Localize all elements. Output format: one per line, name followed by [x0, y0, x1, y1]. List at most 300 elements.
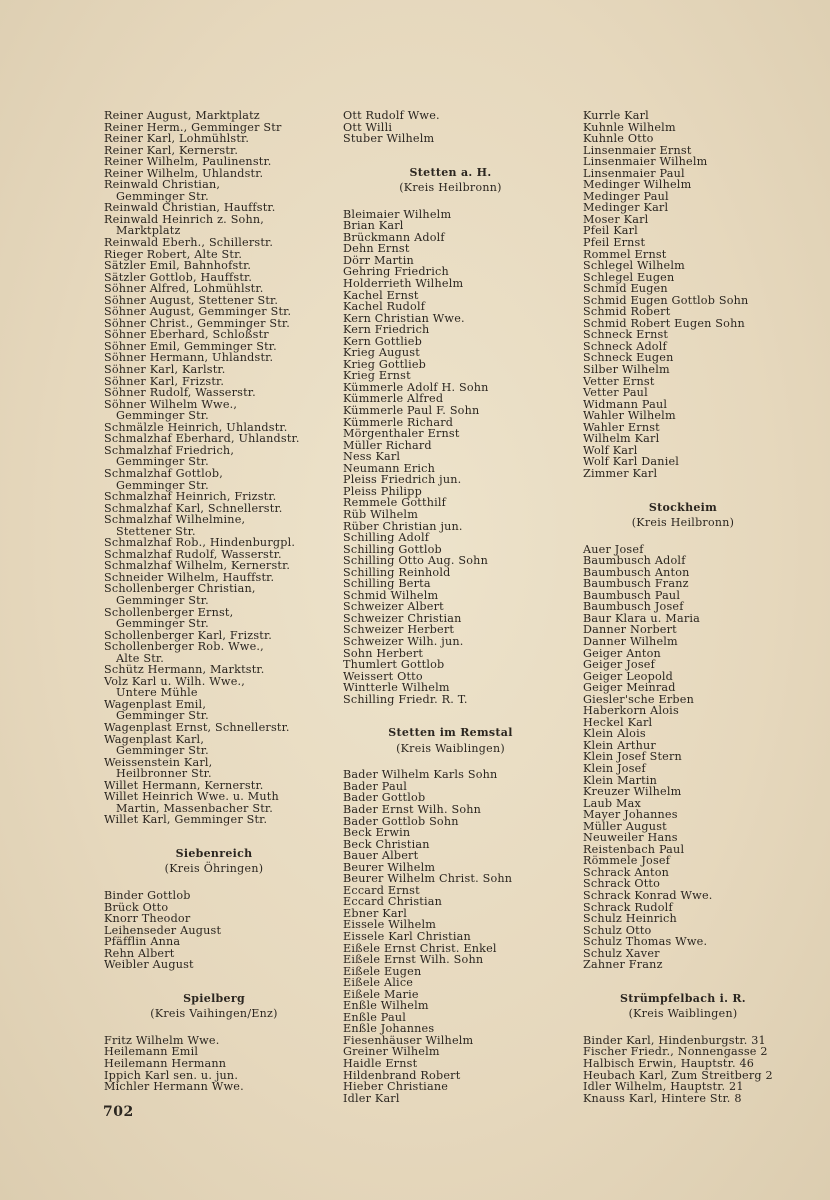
list-item — [343, 659, 558, 671]
entry-name: Eccard Christian — [343, 895, 443, 909]
list-item — [583, 387, 783, 399]
entry-name: Söhner Karl, Frizstr. — [104, 374, 225, 388]
list-item — [583, 156, 783, 168]
entry-name: Eccard Ernst — [343, 883, 420, 897]
entry-name: Schollenberger Karl, Frizstr. — [104, 628, 273, 642]
entry-name: Schmalzhaf Rudolf, Wasserstr. — [104, 547, 282, 561]
entry-name: Zahner Franz — [583, 958, 663, 972]
list-item — [104, 468, 324, 491]
entry-name: Pleiss Philipp — [343, 484, 422, 498]
entry-name: Söhner Christ., Gemminger Str. — [104, 316, 291, 330]
entry-name: Schrack Rudolf — [583, 900, 673, 914]
entry-name: Fischer Friedr., Nonnengasse 2 — [583, 1045, 768, 1059]
section-heading: Stetten im Remstal — [388, 726, 513, 740]
list-item — [104, 791, 324, 814]
entry-name: Klein Josef — [583, 761, 646, 775]
entry-name: Widmann Paul — [583, 397, 668, 411]
entry-name: Kachel Rudolf — [343, 300, 426, 314]
entry-name: Hildenbrand Robert — [343, 1068, 461, 1082]
entry-name: Eißele Marie — [343, 987, 419, 1001]
entry-name: Söhner Hermann, Uhlandstr. — [104, 351, 274, 365]
entry-name: Wolf Karl — [583, 443, 638, 457]
entry-name: Medinger Wilhelm — [583, 178, 692, 192]
entry-name: Enßle Johannes — [343, 1022, 435, 1036]
entries-section — [343, 769, 558, 1104]
entry-continuation: Gemminger Str. — [116, 744, 209, 758]
list-item — [104, 936, 324, 948]
list-item — [104, 156, 324, 168]
entry-name: Schrack Anton — [583, 865, 670, 879]
entry-name: Söhner Rudolf, Wasserstr. — [104, 386, 256, 400]
entry-name: Ott Rudolf Wwe. — [343, 109, 440, 122]
entry-name: Wahler Ernst — [583, 420, 660, 434]
entry-name: Willet Heinrich Wwe. u. Muth — [104, 790, 279, 804]
entry-name: Remmele Gotthilf — [343, 496, 447, 510]
list-item — [583, 890, 783, 902]
entry-name: Söhner Alfred, Lohmühlstr. — [104, 282, 264, 296]
entry-continuation: Gemminger Str. — [116, 409, 209, 423]
entry-name: Kreuzer Wilhelm — [583, 785, 682, 799]
entry-name: Halbisch Erwin, Hauptstr. 46 — [583, 1057, 755, 1071]
list-item — [343, 694, 558, 706]
list-item — [104, 399, 324, 422]
entry-name: Auer Josef — [583, 542, 644, 556]
entry-continuation: Gemminger Str. — [116, 617, 209, 631]
section-heading: Spielberg — [183, 991, 245, 1005]
entry-name: Bader Gottlob Sohn — [343, 814, 459, 828]
list-item — [104, 514, 324, 537]
list-item — [343, 954, 558, 966]
list-item — [343, 827, 558, 839]
list-item — [343, 405, 558, 417]
list-item — [583, 364, 783, 376]
list-item — [104, 260, 324, 272]
entry-name: Fritz Wilhelm Wwe. — [104, 1033, 220, 1047]
entry-name: Sätzler Gottlob, Hauffstr. — [104, 270, 253, 284]
entry-name: Wagenplast Karl, — [104, 732, 205, 746]
entry-name: Kern Friedrich — [343, 323, 430, 337]
entry-name: Gehring Friedrich — [343, 265, 449, 279]
entry-name: Reinwald Christian, Hauffstr. — [104, 201, 276, 215]
entry-name: Heilemann Hermann — [104, 1057, 227, 1071]
list-item — [583, 468, 783, 480]
entries-section — [583, 544, 783, 971]
entry-name: Reiner Wilhelm, Paulinenstr. — [104, 155, 272, 169]
entry-name: Söhner Eberhard, Schloßstr — [104, 328, 269, 342]
entry-name: Pfeil Ernst — [583, 236, 646, 250]
section-subheading: (Kreis Heilbronn) — [631, 516, 735, 530]
entry-name: Vetter Ernst — [583, 374, 655, 388]
entry-continuation: Alte Str. — [116, 651, 164, 665]
entries-section — [104, 1035, 324, 1093]
column-2 — [343, 110, 558, 1104]
entry-name: Knorr Theodor — [104, 912, 191, 926]
entry-name: Pfäfflin Anna — [104, 935, 181, 949]
entry-name: Schrack Konrad Wwe. — [583, 889, 713, 902]
list-item — [104, 722, 324, 734]
entry-name: Kern Gottlieb — [343, 334, 422, 348]
entry-name: Willet Hermann, Kernerstr. — [104, 778, 264, 792]
list-item — [104, 913, 324, 925]
entry-name: Klein Martin — [583, 773, 658, 787]
entry-name: Reinwald Eberh., Schillerstr. — [104, 236, 274, 250]
entry-name: Schilling Friedr. R. T. — [343, 692, 468, 706]
entry-name: Klein Alois — [583, 727, 646, 741]
list-item — [343, 133, 558, 145]
entry-name: Dörr Martin — [343, 253, 414, 267]
entry-name: Kern Christian Wwe. — [343, 311, 465, 325]
entry-name: Wilhelm Karl — [583, 432, 660, 446]
entry-name: Reiner August, Marktplatz — [104, 109, 260, 122]
list-item — [104, 179, 324, 202]
entries-top — [343, 110, 558, 145]
entry-name: Schollenberger Rob. Wwe., — [104, 640, 264, 654]
entry-name: Schlegel Wilhelm — [583, 259, 685, 273]
entry-name: Schmalzhaf Wilhelmine, — [104, 513, 246, 527]
entry-name: Weissert Otto — [343, 669, 423, 683]
list-item — [343, 804, 558, 816]
list-item — [343, 977, 558, 989]
entry-name: Schweizer Wilh. jun. — [343, 634, 464, 648]
entries-section — [104, 890, 324, 971]
entry-name: Schmälzle Heinrich, Uhlandstr. — [104, 420, 288, 434]
entry-name: Schollenberger Ernst, — [104, 605, 234, 619]
entry-name: Eißele Ernst Christ. Enkel — [343, 941, 497, 955]
entry-name: Schilling Gottlob — [343, 542, 442, 556]
section-heading: Stetten a. H. — [409, 165, 492, 179]
entry-continuation: Gemminger Str. — [116, 189, 209, 203]
entry-name: Schütz Hermann, Marktstr. — [104, 663, 265, 677]
entry-name: Söhner Emil, Gemminger Str. — [104, 339, 277, 353]
entry-name: Schmalzhaf Wilhelm, Kernerstr. — [104, 559, 291, 573]
entry-name: Wagenplast Emil, — [104, 697, 207, 711]
list-item — [343, 931, 558, 943]
list-item — [104, 1081, 324, 1093]
section-subheading: (Kreis Heilbronn) — [399, 181, 502, 195]
list-item — [583, 786, 783, 798]
section-heading: Stockheim — [648, 500, 718, 514]
entry-name: Kurrle Karl — [583, 109, 649, 122]
list-item — [343, 532, 558, 544]
list-item — [583, 237, 783, 249]
entry-name: Dehn Ernst — [343, 242, 410, 256]
entry-name: Holderrieth Wilhelm — [343, 277, 464, 291]
entry-name: Reinwald Heinrich z. Sohn, — [104, 212, 265, 226]
entry-name: Schulz Heinrich — [583, 912, 677, 926]
list-item — [343, 1058, 558, 1070]
entry-name: Bader Ernst Wilh. Sohn — [343, 802, 482, 816]
entry-name: Ebner Karl — [343, 906, 408, 920]
list-item — [583, 936, 783, 948]
list-item — [583, 1081, 783, 1093]
entry-name: Kümmerle Alfred — [343, 392, 444, 406]
entry-name: Geiger Anton — [583, 646, 661, 660]
entry-name: Eißele Eugen — [343, 964, 422, 978]
entry-name: Haberkorn Alois — [583, 704, 679, 718]
entry-name: Geiger Leopold — [583, 669, 674, 683]
list-item — [343, 301, 558, 313]
entry-name: Schneck Ernst — [583, 328, 669, 342]
entry-name: Rüb Wilhelm — [343, 507, 419, 521]
entry-name: Schilling Berta — [343, 577, 431, 591]
section-subheading: (Kreis Vaihingen/Enz) — [150, 1007, 278, 1021]
entry-name: Reiner Herm., Gemminger Str — [104, 120, 282, 134]
entries-section — [343, 209, 558, 706]
entry-name: Greiner Wilhelm — [343, 1045, 440, 1059]
list-item — [104, 491, 324, 503]
entry-name: Heubach Karl, Zum Streitberg 2 — [583, 1068, 773, 1082]
entry-continuation: Stettener Str. — [116, 524, 196, 538]
entry-name: Reinwald Christian, — [104, 178, 221, 192]
entry-name: Sätzler Emil, Bahnhofstr. — [104, 259, 252, 273]
list-item — [104, 445, 324, 468]
entry-name: Schmid Eugen — [583, 282, 668, 296]
entry-name: Pleiss Friedrich jun. — [343, 473, 462, 487]
entry-name: Müller Richard — [343, 438, 432, 452]
entry-name: Reistenbach Paul — [583, 842, 685, 856]
entry-name: Bader Paul — [343, 779, 408, 793]
entry-name: Linsenmaier Ernst — [583, 143, 692, 157]
list-item — [343, 555, 558, 567]
entry-name: Enßle Paul — [343, 1010, 407, 1024]
entry-name: Thumlert Gottlob — [343, 658, 445, 672]
entry-name: Söhner Wilhelm Wwe., — [104, 397, 238, 411]
entry-continuation: Gemminger Str. — [116, 455, 209, 469]
list-item — [583, 913, 783, 925]
entry-name: Schulz Otto — [583, 923, 652, 937]
entry-name: Stuber Wilhelm — [343, 132, 435, 146]
entry-name: Kuhnle Wilhelm — [583, 120, 676, 134]
section-heading: Strümpfelbach i. R. — [620, 991, 746, 1005]
entry-name: Idler Wilhelm, Hauptstr. 21 — [583, 1080, 744, 1094]
entry-name: Schneider Wilhelm, Hauffstr. — [104, 570, 275, 584]
list-item — [104, 214, 324, 237]
entry-name: Ott Willi — [343, 120, 393, 134]
entry-name: Brückmann Adolf — [343, 230, 445, 244]
entry-name: Eissele Karl Christian — [343, 930, 471, 943]
entry-name: Klein Arthur — [583, 738, 656, 752]
entry-name: Söhner August, Stettener Str. — [104, 293, 279, 307]
entry-name: Geiger Josef — [583, 658, 655, 672]
entry-name: Klein Josef Stern — [583, 750, 682, 764]
entry-name: Schulz Thomas Wwe. — [583, 935, 708, 949]
entry-name: Rüber Christian jun. — [343, 519, 463, 533]
entry-name: Moser Karl — [583, 212, 649, 226]
list-item — [583, 1093, 783, 1105]
entry-name: Baur Klara u. Maria — [583, 611, 701, 625]
entry-name: Baumbusch Franz — [583, 577, 689, 591]
list-item — [583, 260, 783, 272]
entry-name: Eissele Wilhelm — [343, 918, 437, 932]
entry-name: Linsenmaier Paul — [583, 166, 685, 180]
entry-name: Rieger Robert, Alte Str. — [104, 247, 243, 261]
entry-name: Baumbusch Adolf — [583, 554, 686, 568]
list-item — [104, 583, 324, 606]
entry-name: Giesler'sche Erben — [583, 692, 694, 706]
entry-name: Neuweiler Hans — [583, 831, 678, 845]
entry-name: Zimmer Karl — [583, 466, 658, 480]
list-item — [104, 699, 324, 722]
entry-name: Eißele Ernst Wilh. Sohn — [343, 953, 484, 967]
list-item — [104, 364, 324, 376]
list-item — [343, 682, 558, 694]
entry-name: Römmele Josef — [583, 854, 671, 868]
list-item — [104, 1058, 324, 1070]
entry-name: Haidle Ernst — [343, 1057, 418, 1071]
list-item — [343, 1093, 558, 1105]
list-item — [583, 659, 783, 671]
list-item — [104, 110, 324, 122]
entry-continuation: Gemminger Str. — [116, 593, 209, 607]
list-item — [104, 734, 324, 757]
entry-name: Kümmerle Richard — [343, 415, 454, 429]
entry-name: Laub Max — [583, 796, 642, 810]
section-heading: Siebenreich — [175, 846, 253, 860]
entry-name: Medinger Karl — [583, 201, 669, 215]
entry-name: Beck Christian — [343, 837, 430, 851]
entry-name: Reiner Karl, Lohmühlstr. — [104, 132, 250, 146]
list-item — [343, 428, 558, 440]
entry-name: Baumbusch Paul — [583, 588, 681, 602]
entry-name: Volz Karl u. Wilh. Wwe., — [104, 674, 246, 688]
entry-name: Baumbusch Josef — [583, 600, 684, 614]
entry-name: Beurer Wilhelm — [343, 860, 436, 874]
entry-name: Heilemann Emil — [104, 1045, 199, 1059]
list-item — [104, 890, 324, 902]
entry-name: Schmalzhaf Friedrich, — [104, 443, 235, 457]
list-item — [583, 763, 783, 775]
entry-name: Wahler Wilhelm — [583, 409, 676, 423]
entry-name: Silber Wilhelm — [583, 363, 670, 377]
entry-continuation: Marktplatz — [116, 224, 181, 238]
entry-name: Schmalzhaf Eberhard, Uhlandstr. — [104, 432, 300, 446]
entry-name: Wagenplast Ernst, Schnellerstr. — [104, 720, 290, 734]
entry-name: Kuhnle Otto — [583, 132, 654, 146]
entry-name: Willet Karl, Gemminger Str. — [104, 813, 268, 827]
entry-name: Ness Karl — [343, 450, 401, 464]
entry-name: Geiger Meinrad — [583, 681, 676, 695]
entry-name: Weibler August — [104, 958, 194, 972]
list-item — [583, 133, 783, 145]
entry-name: Vetter Paul — [583, 386, 648, 400]
entry-name: Hieber Christiane — [343, 1080, 449, 1094]
entry-name: Krieg August — [343, 346, 420, 360]
entry-name: Schrack Otto — [583, 877, 661, 891]
entries-top — [583, 110, 783, 480]
list-item — [104, 757, 324, 780]
entry-name: Schmid Robert — [583, 305, 671, 319]
entry-name: Heckel Karl — [583, 715, 653, 729]
entry-continuation: Gemminger Str. — [116, 478, 209, 492]
entry-name: Medinger Paul — [583, 189, 669, 203]
section-subheading: (Kreis Öhringen) — [164, 862, 264, 876]
entry-name: Bauer Albert — [343, 849, 419, 863]
entry-name: Schmalzhaf Rob., Hindenburgpl. — [104, 536, 296, 550]
entry-name: Wintterle Wilhelm — [343, 681, 450, 695]
list-item — [104, 814, 324, 826]
entry-name: Schollenberger Christian, — [104, 582, 256, 596]
list-item — [104, 641, 324, 664]
entry-name: Michler Hermann Wwe. — [104, 1080, 244, 1094]
entry-name: Brück Otto — [104, 900, 169, 914]
entry-name: Pfeil Karl — [583, 224, 638, 238]
entry-name: Brian Karl — [343, 219, 404, 233]
entry-name: Sohn Herbert — [343, 646, 424, 660]
entry-name: Bader Gottlob — [343, 791, 426, 805]
entry-name: Binder Gottlob — [104, 889, 191, 902]
list-item — [583, 682, 783, 694]
list-item — [583, 555, 783, 567]
entry-name: Binder Karl, Hindenburgstr. 31 — [583, 1033, 766, 1047]
entry-name: Schilling Adolf — [343, 531, 430, 545]
list-item — [583, 959, 783, 971]
entry-name: Mayer Johannes — [583, 808, 678, 822]
page-number: 702 — [103, 1104, 134, 1120]
entry-name: Beck Erwin — [343, 826, 411, 840]
list-item — [104, 387, 324, 399]
entry-name: Krieg Gottlieb — [343, 357, 427, 371]
list-item — [104, 237, 324, 249]
entry-continuation: Untere Mühle — [116, 686, 198, 700]
list-item — [104, 959, 324, 971]
list-item — [583, 1058, 783, 1070]
entry-name: Krieg Ernst — [343, 369, 411, 383]
entry-name: Schmalzhaf Karl, Schnellerstr. — [104, 501, 283, 515]
list-item — [583, 809, 783, 821]
entry-continuation: Martin, Massenbacher Str. — [116, 801, 273, 815]
entry-name: Schneck Adolf — [583, 339, 667, 353]
list-item — [343, 509, 558, 521]
entry-continuation: Heilbronner Str. — [116, 767, 212, 781]
entry-name: Schneck Eugen — [583, 351, 674, 365]
entry-name: Schilling Otto Aug. Sohn — [343, 554, 488, 568]
list-item — [583, 110, 783, 122]
column-1 — [104, 110, 324, 1093]
entry-name: Weissenstein Karl, — [104, 755, 213, 769]
entry-name: Knauss Karl, Hintere Str. 8 — [583, 1091, 742, 1105]
entry-name: Danner Norbert — [583, 623, 677, 637]
list-item — [104, 676, 324, 699]
entry-name: Leihenseder August — [104, 923, 222, 937]
entry-name: Schulz Xaver — [583, 946, 660, 960]
list-item — [343, 110, 558, 122]
entry-name: Schlegel Eugen — [583, 270, 675, 284]
list-item — [343, 850, 558, 862]
entry-name: Baumbusch Anton — [583, 565, 690, 579]
entry-name: Bader Wilhelm Karls Sohn — [343, 768, 498, 782]
list-item — [343, 1081, 558, 1093]
entry-name: Kachel Ernst — [343, 288, 419, 302]
entry-name: Schilling Reinhold — [343, 565, 451, 579]
column-3 — [583, 110, 783, 1104]
entry-name: Kümmerle Adolf H. Sohn — [343, 380, 489, 394]
entry-name: Ippich Karl sen. u. jun. — [104, 1068, 239, 1082]
entries-section — [583, 1035, 783, 1104]
section-subheading: (Kreis Waiblingen) — [396, 741, 505, 755]
entry-name: Rommel Ernst — [583, 247, 667, 261]
section-subheading: (Kreis Waiblingen) — [628, 1007, 738, 1021]
entry-name: Wolf Karl Daniel — [583, 455, 680, 469]
list-item — [104, 607, 324, 630]
entry-name: Neumann Erich — [343, 461, 436, 475]
entry-name: Linsenmaier Wilhelm — [583, 155, 708, 169]
entry-name: Schmalzhaf Heinrich, Frizstr. — [104, 490, 277, 504]
entry-name: Schmid Eugen Gottlob Sohn — [583, 293, 749, 307]
entry-name: Fiesenhäuser Wilhelm — [343, 1033, 474, 1047]
entry-name: Schmalzhaf Gottlob, — [104, 466, 223, 480]
list-item — [343, 636, 558, 648]
entry-name: Rehn Albert — [104, 946, 175, 960]
